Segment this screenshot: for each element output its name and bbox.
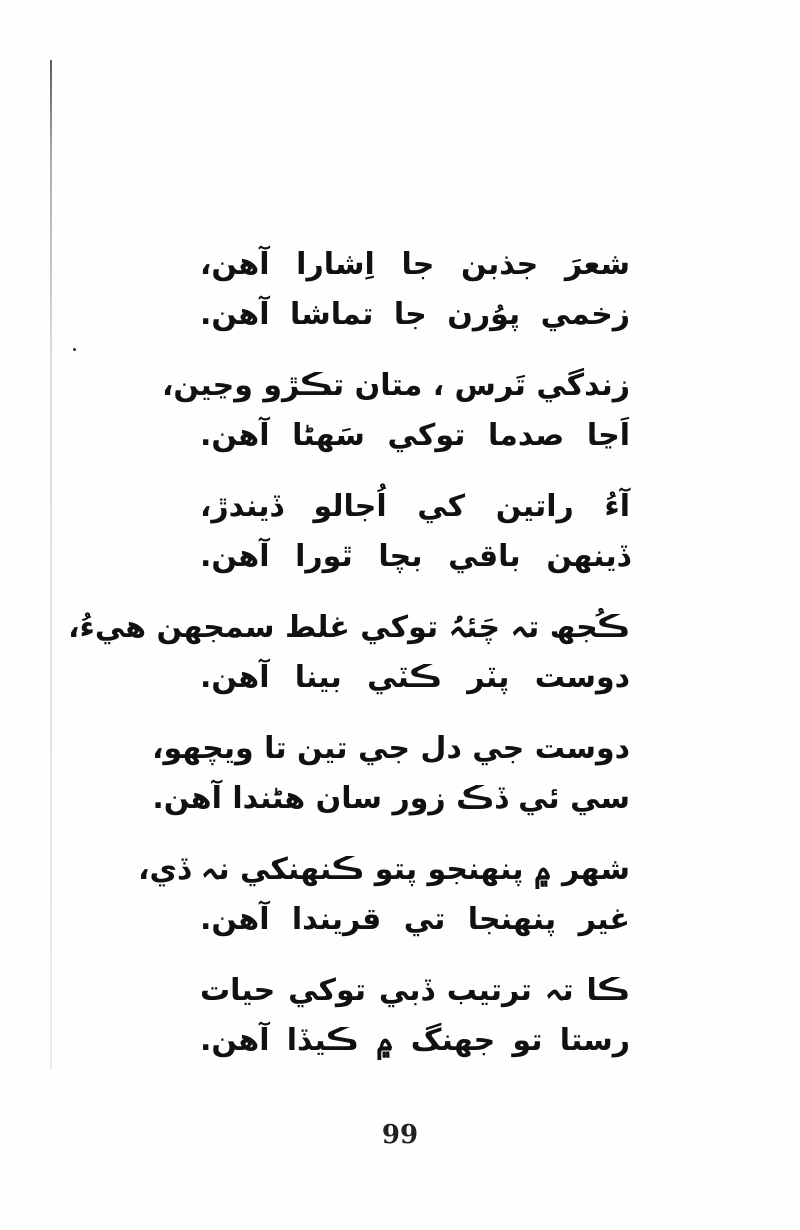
poem	[68, 240, 630, 1087]
verse-line: سي ئي ڏڪ زور سان هڻندا آهن.	[152, 781, 630, 816]
verse-line: ڪا تہ ترتيب ڏبي توکي حيات	[200, 973, 630, 1008]
stanza-2	[162, 361, 630, 482]
verse-line: دوست پٽر ڪٽي بينا آهن.	[200, 660, 630, 695]
scan-speck	[73, 348, 76, 351]
verse-line: رستا تو جهنگ ۾ ڪيڏا آهن.	[200, 1023, 630, 1058]
page-number: 99	[381, 1120, 419, 1150]
stanza-4	[68, 603, 630, 724]
stanza-7	[200, 966, 630, 1087]
stanza-1	[200, 240, 630, 361]
stanza-6	[138, 845, 630, 966]
stanza-5	[152, 724, 630, 845]
verse-line: زندگي تَرس ، متان تڪڙو وڃين،	[162, 368, 630, 403]
verse-line: غير پنهنجا تي قريندا آهن.	[200, 902, 630, 937]
verse-line: زخمي پوُرن جا تماشا آهن.	[200, 297, 630, 332]
verse-line: ڪُجھ تہ چَئہُ توکي غلط سمجهن هيءُ،	[68, 610, 630, 645]
page-edge-shadow	[50, 60, 52, 1070]
verse-line: اَڃا صدما توکي سَهڻا آهن.	[200, 418, 630, 453]
stanza-3	[200, 482, 630, 603]
verse-line: دوست جي دل جي تين تا ويچهو،	[152, 731, 630, 766]
verse-line: آءُ راتين کي اُجالو ڏيندڙ،	[200, 489, 630, 524]
verse-line: ڏينهن باقي بچا ٿورا آهن.	[200, 539, 630, 574]
verse-line: شعرَ جذبن جا اِشارا آهن،	[200, 247, 630, 282]
verse-line: شهر ۾ پنهنجو پتو ڪنهنکي نہ ڏي،	[138, 852, 630, 887]
